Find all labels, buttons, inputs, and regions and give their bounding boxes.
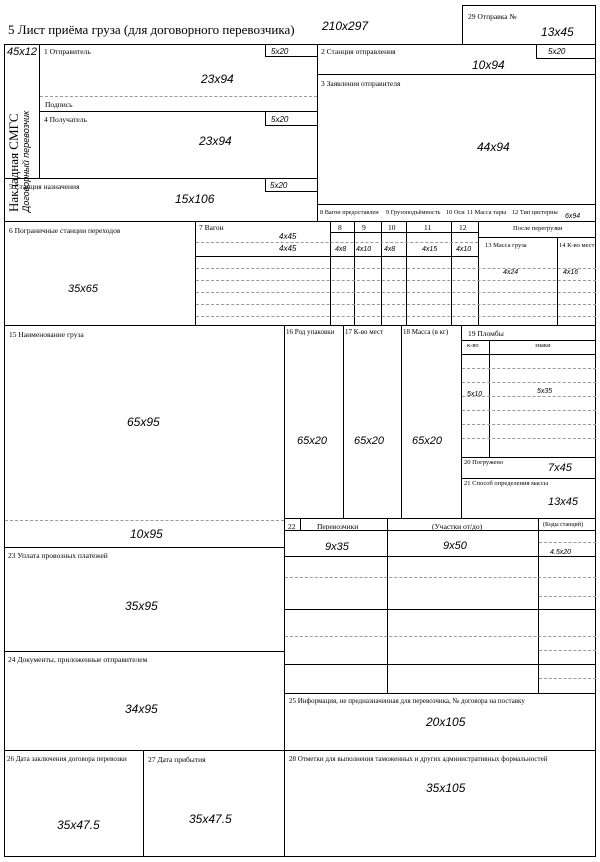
field-4-label: 4 Получатель — [44, 115, 87, 124]
field-7-dim-2: 4x45 — [279, 244, 297, 253]
field-25-info[interactable] — [284, 693, 596, 750]
field-25-label: 25 Информация, не предназначенная для перевозчика, № договора на поставку — [289, 697, 525, 705]
field-1-label: 1 Отправитель — [44, 47, 91, 56]
field-18-dim: 65x20 — [412, 435, 442, 447]
field-6-label: 6 Пограничные станции переходов — [9, 226, 121, 235]
field-28-customs-marks[interactable] — [284, 750, 596, 857]
field-24-dim: 34x95 — [125, 702, 158, 716]
field-5-label: 5 Станция назначения — [9, 182, 80, 191]
field-12-label: 12 Тип цистерны — [512, 209, 558, 216]
col-11-dim: 4x15 — [422, 246, 438, 253]
after-transshipment-label: После перегрузки — [513, 225, 563, 232]
field-15-label: 15 Наименование груза — [9, 330, 84, 339]
side-title-box — [4, 44, 39, 212]
field-4-dim-small: 5x20 — [271, 115, 289, 124]
field-14-label: 14 К-во мест — [559, 242, 595, 249]
signature-label: Подпись — [45, 100, 73, 109]
field-21-mass-method[interactable] — [461, 478, 596, 518]
field-7-dim-1: 4x45 — [279, 232, 297, 241]
field-4-consignee[interactable] — [39, 111, 317, 178]
field-29-shipment-number[interactable] — [462, 5, 596, 45]
col-12-label: 12 — [459, 223, 467, 232]
field-20-loaded[interactable] — [461, 457, 596, 478]
field-5-dim-main: 15x106 — [175, 192, 215, 206]
field-28-dim: 35x105 — [426, 781, 466, 795]
station-codes-col-label: (Коды станций) — [543, 522, 583, 528]
field-25-dim: 20x105 — [426, 715, 466, 729]
col-11-label: 11 — [424, 223, 432, 232]
field-27-dim: 35x47.5 — [189, 812, 232, 826]
field-17-places[interactable] — [343, 325, 401, 518]
col-10-label: 10 — [388, 223, 396, 232]
field-3-dim-main: 44x94 — [477, 140, 510, 154]
field-6-dim: 35x65 — [68, 283, 98, 295]
field-10-label: 10 Оси — [446, 209, 465, 216]
field-18-mass[interactable] — [401, 325, 461, 518]
field-14-dim: 4x16 — [563, 269, 579, 276]
field-9-label: 9 Грузоподъёмность — [386, 209, 441, 216]
field-3-sender-statements[interactable] — [317, 74, 596, 204]
field-26-dim: 35x47.5 — [57, 818, 100, 832]
field-5-dim-small: 5x20 — [270, 181, 288, 190]
field-7-wagon[interactable] — [195, 221, 478, 325]
field-16-label: 16 Род упаковки — [286, 328, 335, 336]
col-8-label: 8 — [338, 223, 342, 232]
wagon-headings — [317, 204, 596, 222]
wagon-heading-dim: 6x94 — [565, 213, 581, 220]
carrier-subtitle: Договорный перевозчик — [21, 110, 31, 212]
waybill-title: Накладная СМГС — [6, 113, 21, 212]
field-19-signs-label: знаки — [535, 342, 551, 349]
field-21-dim: 13x45 — [548, 496, 578, 508]
field-19-dim-1: 5x10 — [467, 391, 483, 398]
station-codes-dim: 4.5x20 — [550, 549, 572, 556]
field-22-number: 22 — [288, 522, 296, 531]
field-19-dim-2: 5x35 — [537, 388, 553, 395]
col-12-dim: 4x10 — [456, 246, 472, 253]
field-27-arrival-date[interactable] — [143, 750, 284, 857]
field-5-destination-station[interactable] — [4, 178, 318, 206]
field-4-dim-main: 23x94 — [199, 134, 232, 148]
carriers-dim: 9x35 — [325, 541, 349, 553]
field-28-label: 28 Отметки для выполнения таможенных и других административных формальностей — [289, 755, 548, 763]
form-title: 5 Лист приёма груза (для договорного перевозчика) — [8, 22, 295, 37]
carriers-col-label: Перевозчики — [317, 522, 359, 531]
field-20-dim: 7x45 — [548, 462, 572, 474]
field-23-label: 23 Уплата провозных платежей — [8, 551, 108, 560]
field-24-label: 24 Документы, приложенные отправителем — [8, 655, 148, 664]
page-size-label: 210x297 — [322, 19, 369, 33]
field-16-packaging[interactable] — [284, 325, 343, 518]
field-29-label: 29 Отправка № — [468, 12, 517, 21]
field-15-dim-2: 10x95 — [130, 527, 163, 541]
field-19-count-label: к-во — [467, 342, 479, 349]
col-8-dim: 4x8 — [335, 246, 347, 253]
field-27-label: 27 Дата прибытия — [148, 755, 206, 764]
side-dim: 45x12 — [7, 46, 37, 58]
field-2-label: 2 Станция отправления — [321, 47, 396, 56]
field-7-label: 7 Вагон — [199, 223, 224, 232]
field-24-attached-documents[interactable] — [4, 651, 284, 750]
field-23-carriage-payments[interactable] — [4, 547, 284, 651]
field-19-label: 19 Пломбы — [468, 329, 504, 338]
field-1-dim-main: 23x94 — [201, 72, 234, 86]
field-13-label: 13 Масса груза — [485, 242, 527, 249]
field-22-carriers[interactable] — [284, 518, 596, 693]
field-15-cargo-name[interactable] — [4, 325, 284, 547]
field-21-label: 21 Способ определения массы — [464, 480, 549, 487]
field-26-label: 26 Дата заключения договора перевозки — [7, 755, 127, 763]
field-1-dim-small: 5x20 — [271, 47, 289, 56]
field-29-dim: 13x45 — [541, 25, 574, 39]
field-8-label: 8 Вагон предоставлен — [320, 209, 379, 216]
field-1-sender[interactable] — [39, 44, 317, 111]
sections-col-label: (Участки от/до) — [432, 522, 483, 531]
field-2-dim-main: 10x94 — [472, 58, 505, 72]
field-2-dim-small: 5x20 — [548, 47, 566, 56]
field-17-dim: 65x20 — [354, 435, 384, 447]
col-9-dim: 4x10 — [356, 246, 372, 253]
sections-dim: 9x50 — [443, 540, 467, 552]
field-3-label: 3 Заявления отправителя — [321, 79, 401, 88]
field-23-dim: 35x95 — [125, 599, 158, 613]
field-17-label: 17 К-во мест — [345, 328, 384, 336]
field-15-dim: 65x95 — [127, 415, 160, 429]
field-26-contract-date[interactable] — [4, 750, 143, 857]
field-20-label: 20 Погружено — [464, 459, 504, 466]
field-6-border-stations[interactable] — [4, 221, 195, 325]
field-18-label: 18 Масса (в кг) — [403, 328, 449, 336]
field-13-dim: 4x24 — [503, 269, 519, 276]
field-11-label: 11 Масса тары — [467, 209, 507, 216]
field-2-departure-station[interactable] — [317, 44, 596, 74]
col-9-label: 9 — [362, 223, 366, 232]
col-10-dim: 4x8 — [384, 246, 396, 253]
field-16-dim: 65x20 — [297, 435, 327, 447]
